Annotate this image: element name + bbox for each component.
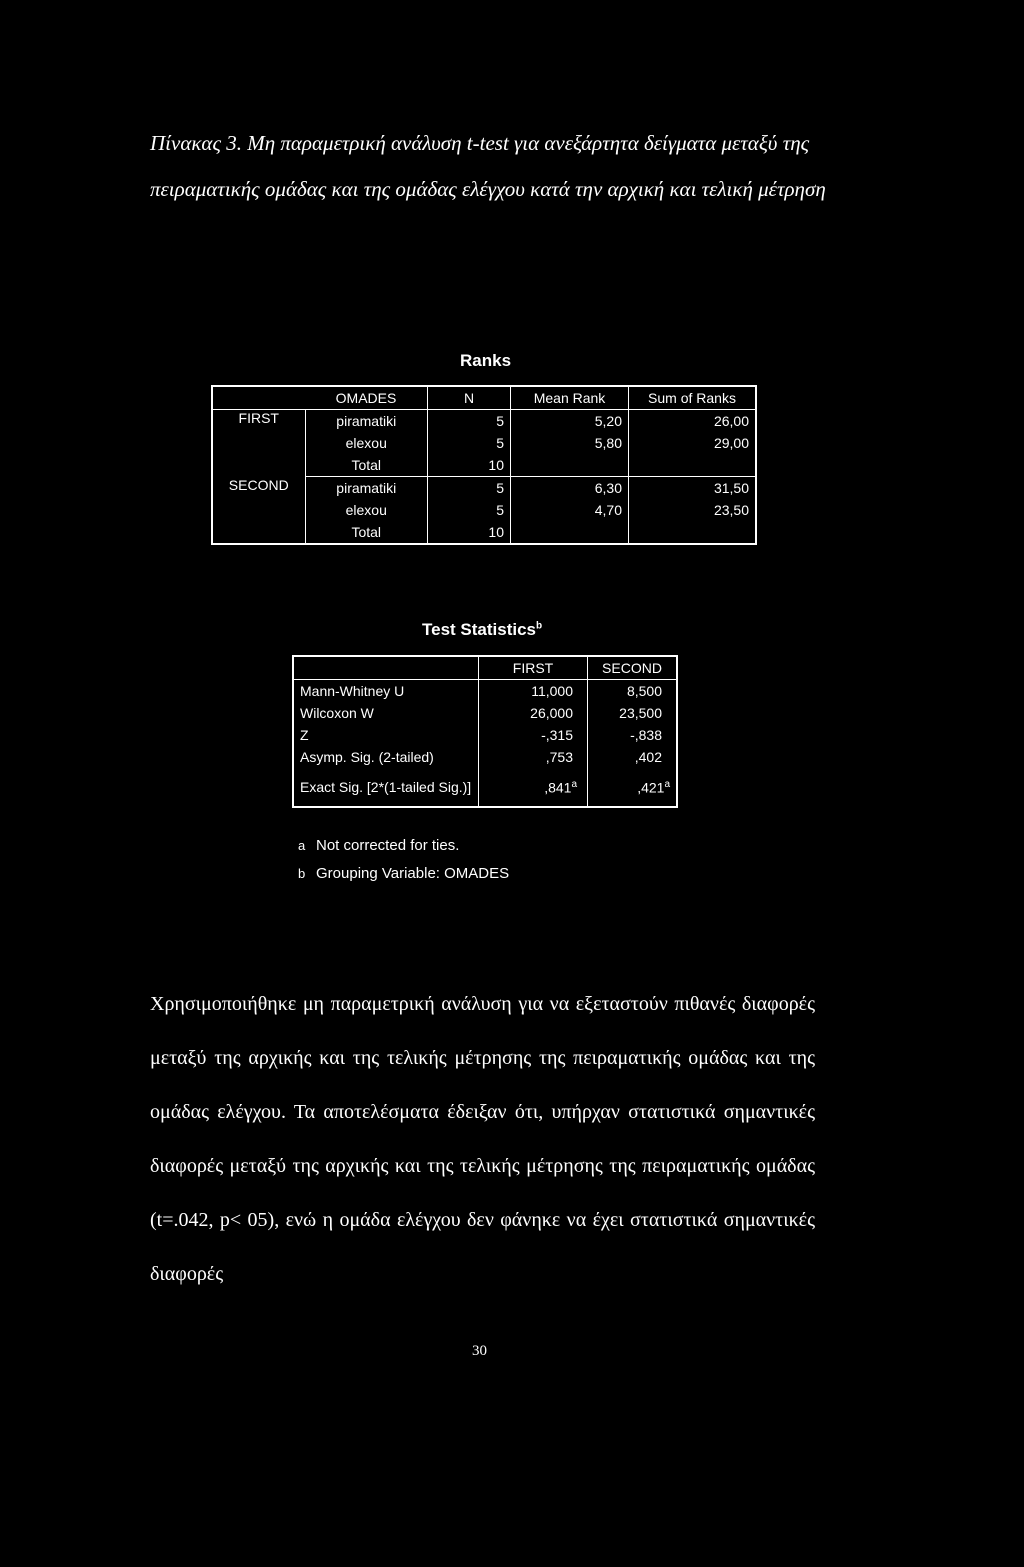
cell-sum-of-ranks: 31,50 <box>713 480 749 496</box>
cell-mean-rank: 6,30 <box>511 477 629 500</box>
cell-n: 5 <box>428 410 511 433</box>
stat-first-value: ,753 <box>479 746 588 768</box>
stat-label: Z <box>293 724 479 746</box>
cell-n: 5 <box>428 477 511 500</box>
stat-label: Exact Sig. [2*(1-tailed Sig.)] <box>293 768 479 807</box>
cell-mean-rank: 4,70 <box>511 499 629 521</box>
cell-sum-of-ranks <box>629 521 757 544</box>
cell-n: 5 <box>428 499 511 521</box>
body-paragraph: Χρησιμοποιήθηκε μη παραμετρική ανάλυση για να εξεταστούν πιθανές διαφορές μεταξύ της αρχικής και της τελικής μέτρησης της πειραματικής ομάδας και της ομάδας ελέγχου. Τα αποτελέσματα έδειξαν ότι, υπήρχαν στατιστικά σημαντικές διαφορές μεταξύ της αρχικής και της τελικής μέτρησης της πειραματικής ομάδας (t=.042, p< 05), ενώ η ομάδα ελέγχου δεν φάνηκε να έχει στατιστικά σημαντικές διαφορές <box>150 993 815 1285</box>
footnote-a <box>298 837 459 854</box>
table-row <box>293 768 677 807</box>
test-statistics-title <box>422 620 542 640</box>
cell-mean-rank: 5,80 <box>511 432 629 454</box>
cell-mean-rank: 5,20 <box>511 410 629 433</box>
ranks-header-sum-of-ranks: Sum of Ranks <box>629 386 757 410</box>
cell-category: piramatiki <box>305 477 428 500</box>
ranks-header-n: N <box>428 386 511 410</box>
footnote-mark: a <box>664 778 670 790</box>
ranks-header-omades: OMADES <box>305 386 428 410</box>
stats-header-second: SECOND <box>588 656 678 680</box>
cell-category: elexou <box>305 499 428 521</box>
cell-n: 10 <box>428 521 511 544</box>
table-row <box>293 724 677 746</box>
cell-sum-of-ranks: 29,00 <box>713 435 749 451</box>
cell-n: 10 <box>428 454 511 477</box>
cell-category: elexou <box>305 432 428 454</box>
ranks-header-row <box>212 386 756 410</box>
stat-label: Mann-Whitney U <box>293 680 479 703</box>
stat-first-value: -,315 <box>479 724 588 746</box>
stat-label: Asymp. Sig. (2-tailed) <box>293 746 479 768</box>
cell-category: Total <box>305 521 428 544</box>
cell-sum-of-ranks: 23,50 <box>713 502 749 518</box>
stat-label: Wilcoxon W <box>293 702 479 724</box>
ranks-header-blank <box>212 386 305 410</box>
test-statistics-title-text: Test Statistics <box>422 620 537 639</box>
page-number: 30 <box>472 1343 487 1359</box>
cell-n: 5 <box>428 432 511 454</box>
table-row <box>212 410 756 433</box>
test-statistics-table <box>292 655 678 808</box>
footnote-mark: a <box>571 778 577 790</box>
stat-first-value-text: ,841 <box>544 779 572 796</box>
cell-sum-of-ranks: 26,00 <box>713 413 749 429</box>
footnote-b-text: Grouping Variable: OMADES <box>316 865 510 882</box>
stat-second-value: -,838 <box>630 727 662 743</box>
table-row <box>293 746 677 768</box>
ranks-header-mean-rank: Mean Rank <box>511 386 629 410</box>
stat-second-value-text: ,421 <box>637 779 665 796</box>
stat-second-value: 23,500 <box>619 705 662 721</box>
stats-header-blank <box>293 656 479 680</box>
test-statistics-title-footnote-mark: b <box>536 620 543 632</box>
stats-header-row <box>293 656 677 680</box>
table-caption: Πίνακας 3. Μη παραμετρική ανάλυση t-test για ανεξάρτητα δείγματα μεταξύ της πειραματικής ομάδας και της ομάδας ελέγχου κατά την αρχική και τελική μέτρηση <box>150 131 826 201</box>
table-row <box>293 702 677 724</box>
ranks-table <box>211 385 757 545</box>
cell-category: Total <box>305 454 428 477</box>
stats-header-first: FIRST <box>479 656 588 680</box>
table-row <box>293 680 677 703</box>
footnote-a-mark: a <box>298 838 306 853</box>
cell-sum-of-ranks <box>629 454 757 477</box>
ranks-title: Ranks <box>460 351 512 370</box>
cell-mean-rank <box>511 454 629 477</box>
group-label-second: SECOND <box>212 477 305 545</box>
stat-first-value: 11,000 <box>479 680 588 703</box>
cell-category: piramatiki <box>305 410 428 433</box>
stat-first-value: 26,000 <box>479 702 588 724</box>
group-label-first: FIRST <box>212 410 305 477</box>
stat-second-value: 8,500 <box>626 683 662 699</box>
footnote-a-text: Not corrected for ties. <box>316 837 460 854</box>
stat-second-value <box>588 768 678 807</box>
table-row <box>212 477 756 500</box>
stat-first-value <box>479 768 588 807</box>
cell-mean-rank <box>511 521 629 544</box>
stat-second-value: ,402 <box>634 749 662 765</box>
footnote-b <box>298 865 509 882</box>
footnote-b-mark: b <box>298 866 306 881</box>
